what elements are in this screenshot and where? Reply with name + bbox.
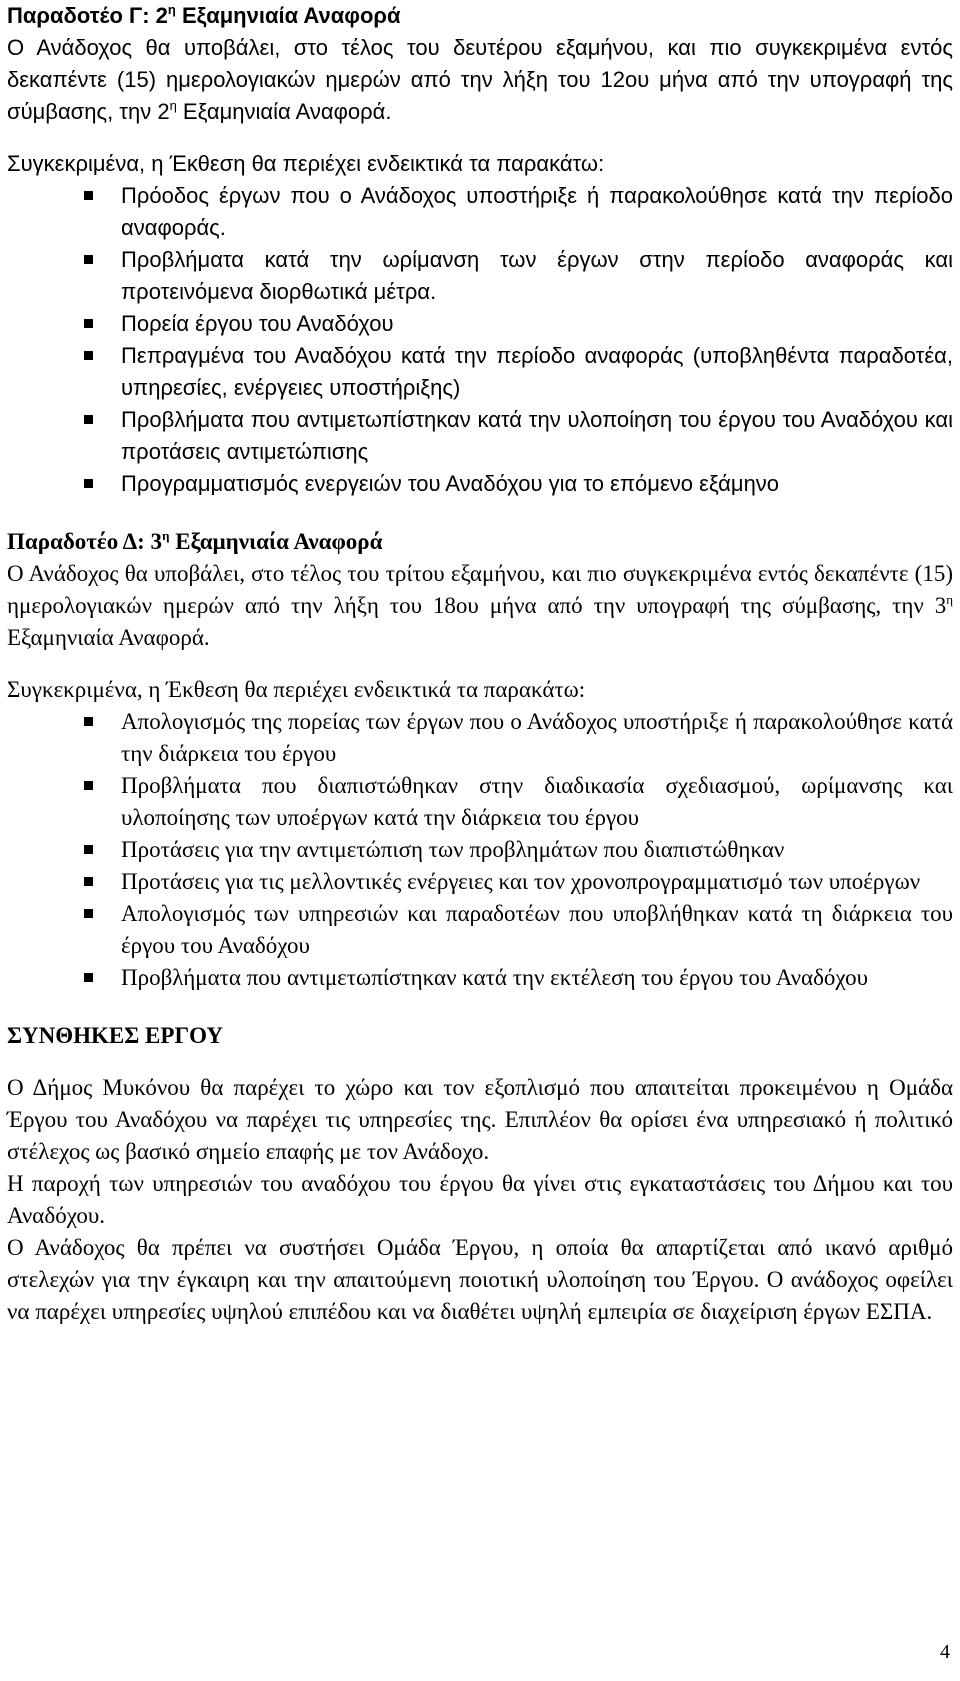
list-item: Προβλήματα κατά την ωρίμανση των έργων στην περίοδο αναφοράς και προτεινόμενα διορθωτικά μέτρα. <box>121 244 953 308</box>
square-bullet-icon <box>84 877 93 886</box>
section-c-intro: Ο Ανάδοχος θα υποβάλει, στο τέλος του δευτέρου εξαμήνου, και πιο συγκεκριμένα εντός δεκαπέντε (15) ημερολογιακών ημερών από την λήξη του 12ου μήνα από την υπογραφή της σύμβασης, την $2^\eta$ Εξαμηνιαία Αναφορά. <box>7 35 953 124</box>
square-bullet-icon <box>84 415 93 424</box>
section-c-lead: Συγκεκριμένα, η Έκθεση θα περιέχει ενδεικτικά τα παρακάτω: <box>7 151 605 176</box>
square-bullet-icon <box>84 781 93 790</box>
list-item: Προτάσεις για την αντιμετώπιση των προβλημάτων που διαπιστώθηκαν <box>121 834 953 866</box>
square-bullet-icon <box>84 973 93 982</box>
terms-heading: ΣΥΝΘΗΚΕΣ ΕΡΓΟΥ <box>7 1023 223 1048</box>
square-bullet-icon <box>84 351 93 360</box>
list-item: Προγραμματισμός ενεργειών του Αναδόχου για το επόμενο εξάμηνο <box>121 468 953 500</box>
terms-paragraph-1: Ο Δήμος Μυκόνου θα παρέχει το χώρο και τον εξοπλισμό που απαιτείται προκειμένου η Ομάδα Έργου του Αναδόχου να παρέχει τις υπηρεσίες της. Επιπλέον θα ορίσει ένα υπηρεσιακό ή πολιτικό στέλεχος ως βασικό σημείο επαφής με τον Ανάδοχο. <box>7 1075 953 1164</box>
list-item: Πορεία έργου του Αναδόχου <box>121 308 953 340</box>
section-d-list <box>7 706 953 994</box>
section-c-list <box>7 180 953 500</box>
list-item: Πεπραγμένα του Αναδόχου κατά την περίοδο αναφοράς (υποβληθέντα παραδοτέα, υπηρεσίες, ενέργειες υποστήριξης) <box>121 340 953 404</box>
square-bullet-icon <box>84 479 93 488</box>
list-item: Προβλήματα που αντιμετωπίστηκαν κατά την υλοποίηση του έργου του Αναδόχου και προτάσεις αντιμετώπισης <box>121 404 953 468</box>
square-bullet-icon <box>84 255 93 264</box>
terms-paragraph-3: Ο Ανάδοχος θα πρέπει να συστήσει Ομάδα Έργου, η οποία θα απαρτίζεται από ικανό αριθμό στελεχών για την έγκαιρη και την απαιτούμενη ποιοτική υλοποίηση του Έργου. Ο ανάδοχος οφείλει να παρέχει υπηρεσίες υψηλού επιπέδου και να διαθέτει υψηλή εμπειρία σε διαχείριση έργων ΕΣΠΑ. <box>7 1235 953 1324</box>
list-item: Προβλήματα που αντιμετωπίστηκαν κατά την εκτέλεση του έργου του Αναδόχου <box>121 962 953 994</box>
square-bullet-icon <box>84 909 93 918</box>
section-d-intro: Ο Ανάδοχος θα υποβάλει, στο τέλος του τρίτου εξαμήνου, και πιο συγκεκριμένα εντός δεκαπέντε (15) ημερολογιακών ημερών από την λήξη του 18ου μήνα από την υπογραφή της σύμβασης, την $3^\eta$ Εξαμηνιαία Αναφορά. <box>7 561 953 650</box>
list-item: Απολογισμός της πορείας των έργων που ο Ανάδοχος υποστήριξε ή παρακολούθησε κατά την διάρκεια του έργου <box>121 706 953 770</box>
square-bullet-icon <box>84 845 93 854</box>
document-page <box>7 0 953 1328</box>
section-c-heading: Παραδοτέο Γ: $2^\eta$ Εξαμηνιαία Αναφορά <box>7 2 401 28</box>
square-bullet-icon <box>84 191 93 200</box>
list-item: Προβλήματα που διαπιστώθηκαν στην διαδικασία σχεδιασμού, ωρίμανσης και υλοποίησης των υποέργων κατά την διάρκεια του έργου <box>121 770 953 834</box>
section-d-lead: Συγκεκριμένα, η Έκθεση θα περιέχει ενδεικτικά τα παρακάτω: <box>7 677 586 702</box>
section-d-heading: Παραδοτέο Δ: $3^\eta$ Εξαμηνιαία Αναφορά <box>7 528 383 554</box>
square-bullet-icon <box>84 717 93 726</box>
list-item: Πρόοδος έργων που ο Ανάδοχος υποστήριξε ή παρακολούθησε κατά την περίοδο αναφοράς. <box>121 180 953 244</box>
page-number: 4 <box>940 1641 950 1663</box>
list-item: Προτάσεις για τις μελλοντικές ενέργειες και τον χρονοπρογραμματισμό των υποέργων <box>121 866 953 898</box>
square-bullet-icon <box>84 319 93 328</box>
terms-paragraph-2: Η παροχή των υπηρεσιών του αναδόχου του έργου θα γίνει στις εγκαταστάσεις του Δήμου και του Αναδόχου. <box>7 1171 953 1228</box>
list-item: Απολογισμός των υπηρεσιών και παραδοτέων που υποβλήθηκαν κατά τη διάρκεια του έργου του Αναδόχου <box>121 898 953 962</box>
